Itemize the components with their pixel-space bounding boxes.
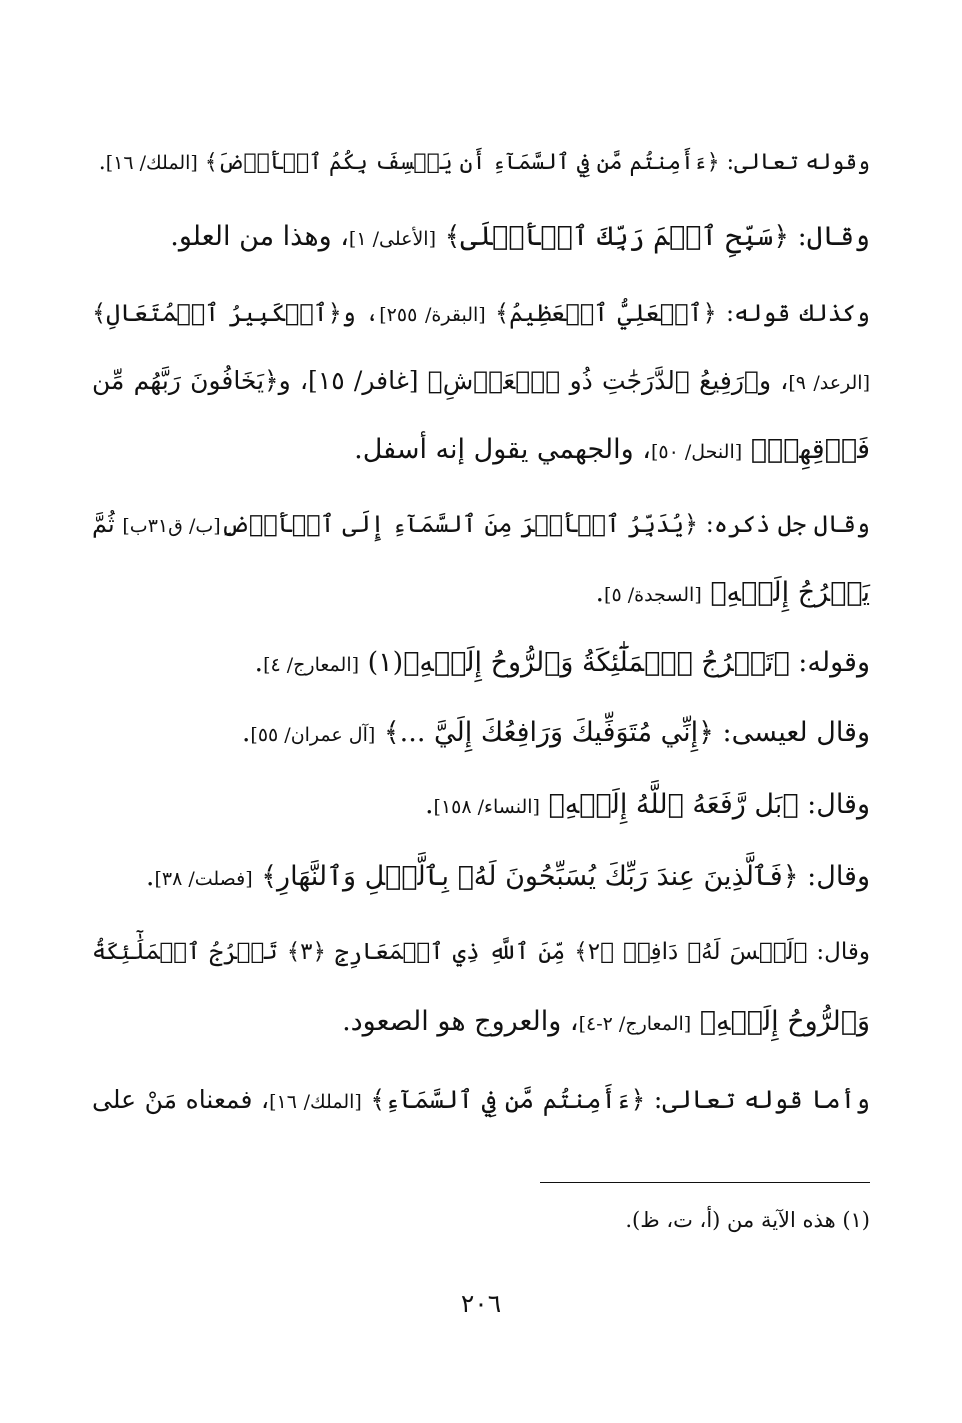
text-line-14 xyxy=(92,1080,870,1122)
line-text: وقوله: ﴿تَعۡرُجُ ٱلۡمَلَٰٓئِكَةُ وَٱلرُّوحُ إِلَيۡهِ﴾(١) xyxy=(359,647,870,678)
text-line-8 xyxy=(254,643,870,685)
text-line-12 xyxy=(92,932,870,973)
text-line-4 xyxy=(92,361,870,403)
text-line-7 xyxy=(595,573,870,615)
line-text: يَعۡرُجُ إِلَيۡهِ﴾ xyxy=(701,577,870,608)
line-text-end: ، والجهمي يقول إنه أسفل. xyxy=(354,434,651,465)
verse-reference: [المعارج/ ٢-٤] xyxy=(578,1013,692,1035)
page-number: ٢٠٦ xyxy=(460,1289,502,1318)
line-text: وقال: ﴿لَيۡسَ لَهُۥ دَافِعٞ ﴿٢﴾ مِّنَ ٱللَّهِ ذِي ٱلۡمَعَارِجِ ﴿٣﴾ تَعۡرُجُ ٱلۡمَلَٰٓئِكَةُ xyxy=(92,939,870,965)
footnote-separator xyxy=(540,1182,870,1183)
line-text-end: . xyxy=(98,150,106,175)
line-text: وقال جل ذكره: ﴿يُدَبِّرُ ٱلۡأَمۡرَ مِنَ ٱلسَّمَآءِ إِلَى ٱلۡأَرۡضِ xyxy=(220,510,870,538)
line-text-end: ثُمَّ xyxy=(92,510,123,538)
line-text-end: ، فمعناه مَنْ على xyxy=(92,1085,270,1114)
manuscript-folio-marker: [ب/ ق٣١ب] xyxy=(122,515,221,537)
verse-reference: [النحل/ ٥٠] xyxy=(650,441,743,463)
line-text: وقال لعيسى: ﴿إِنِّي مُتَوَفِّيكَ وَرَافِعُكَ إِلَيَّ ...﴾ xyxy=(375,717,870,748)
line-text: فَوۡقِهِمۡ﴾ xyxy=(742,434,870,465)
line-text-end: . xyxy=(424,789,434,820)
line-text-end: . xyxy=(145,861,155,892)
verse-reference: [السجدة/ ٥] xyxy=(604,584,702,606)
footnote: (١) هذه الآية من (أ، ت، ظ). xyxy=(625,1208,870,1232)
verse-reference: [النساء/ ١٥٨] xyxy=(433,796,540,818)
line-text-end: ، و﴿ٱلۡكَبِيرُ ٱلۡمُتَعَالِ﴾ xyxy=(92,299,380,327)
verse-reference: [الملك/ ١٦] xyxy=(269,1091,362,1113)
text-line-10 xyxy=(425,785,870,827)
text-line-11 xyxy=(146,857,870,899)
line-text-end: . xyxy=(241,717,251,748)
text-line-3 xyxy=(92,293,870,335)
line-text: وأما قوله تعالى: ﴿ءَأَمِنتُم مَّن فِي ٱلسَّمَآءِ﴾ xyxy=(361,1085,870,1114)
text-line-9 xyxy=(242,713,870,755)
verse-reference: [فصلت/ ٣٨] xyxy=(154,868,253,890)
verse-reference: [آل عمران/ ٥٥] xyxy=(250,724,376,746)
verse-reference: [البقرة/ ٢٥٥] xyxy=(379,304,486,326)
line-text-end: ، وهذا من العلو. xyxy=(170,221,349,252)
line-text: وقال: ﴿بَل رَّفَعَهُ ٱللَّهُ إِلَيۡهِ﴾ xyxy=(539,789,870,820)
text-line-5 xyxy=(354,430,870,472)
line-text: وقوله تعالى: ﴿ءَأَمِنتُم مَّن فِي ٱلسَّمَآءِ أَن يَخۡسِفَ بِكُمُ ٱلۡأَرۡضَ﴾ xyxy=(197,150,870,175)
text-line-13 xyxy=(342,1002,870,1044)
line-text: وكذلك قوله: ﴿ٱلۡعَلِيُّ ٱلۡعَظِيمُ﴾ xyxy=(485,299,870,327)
verse-reference: [الملك/ ١٦] xyxy=(105,152,198,174)
line-text: وقال: ﴿فَٱلَّذِينَ عِندَ رَبِّكَ يُسَبِّحُونَ لَهُۥ بِٱلَّيۡلِ وَٱلنَّهَارِ﴾ xyxy=(252,861,870,892)
line-text-end: ، والعروج هو الصعود. xyxy=(342,1006,579,1037)
line-text-end: . xyxy=(595,577,605,608)
text-line-6 xyxy=(92,504,870,546)
text-line-2 xyxy=(170,217,870,259)
verse-reference: [المعارج/ ٤] xyxy=(263,654,360,676)
line-text-end: . xyxy=(254,647,264,678)
text-line-1 xyxy=(99,143,870,183)
line-text-end: ، و﴿رَفِيعُ ٱلدَّرَجَٰتِ ذُو ٱلۡعَرۡشِ﴾ [غافر/ ١٥]، و﴿يَخَافُونَ رَبَّهُم مِّن xyxy=(92,366,789,395)
line-text: وقال: ﴿سَبِّحِ ٱسۡمَ رَبِّكَ ٱلۡأَعۡلَى﴾ xyxy=(436,221,870,252)
line-text: وَٱلرُّوحُ إِلَيۡهِ﴾ xyxy=(691,1006,870,1037)
verse-reference: [الرعد/ ٩] xyxy=(788,372,870,394)
verse-reference: [الأعلى/ ١] xyxy=(348,228,436,250)
